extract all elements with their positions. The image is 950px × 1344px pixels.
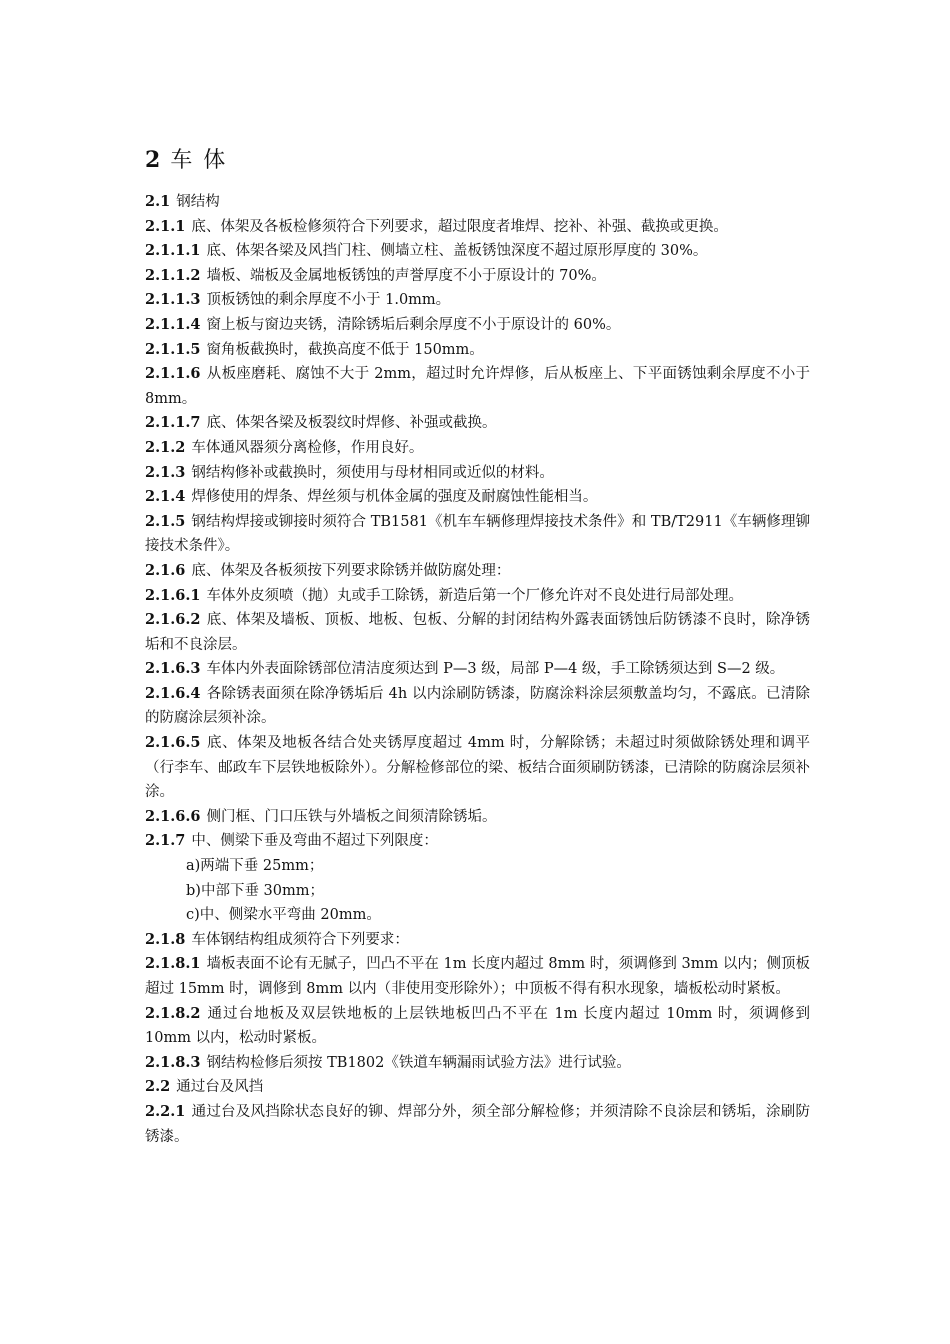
clause-paragraph: [145, 608, 810, 657]
clause-text: 从板座磨耗、腐蚀不大于 2mm，超过时允许焊修，后从板座上、下平面锈蚀剩余厚度不小于 8mm。: [145, 366, 810, 407]
chapter-title-text: 车 体: [170, 148, 228, 173]
clause-text: 窗角板截换时，截换高度不低于 150mm。: [206, 341, 484, 358]
clause-number: 2.1.8.2: [145, 1004, 201, 1022]
chapter-number: 2: [145, 147, 163, 173]
clause-number: 2.1.1.3: [145, 291, 201, 309]
clause-number: 2.2: [145, 1078, 171, 1096]
clause-paragraph: [145, 362, 810, 411]
clause-number: 2.1.8.1: [145, 955, 201, 973]
clause-paragraph: [145, 215, 810, 240]
clause-text: 各除锈表面须在除净锈垢后 4h 以内涂刷防锈漆，防腐涂料涂层须敷盖均匀，不露底。已清除的防腐涂层须补涂。: [145, 685, 810, 727]
clause-number: 2.1.6.2: [145, 611, 201, 629]
clause-number: 2.1.6.6: [145, 807, 201, 825]
clause-text: 底、体架各梁及风挡门柱、侧墙立柱、盖板锈蚀深度不超过原形厚度的 30%。: [206, 243, 708, 260]
clause-text: 窗上板与窗边夹锈，清除锈垢后剩余厚度不小于原设计的 60%。: [206, 316, 621, 333]
clause-paragraph: [145, 657, 810, 682]
clause-paragraph: [145, 1051, 810, 1076]
clause-text: 底、体架及各板须按下列要求除锈并做防腐处理：: [191, 562, 511, 579]
clause-text: 钢结构检修后须按 TB1802《铁道车辆漏雨试验方法》进行试验。: [206, 1054, 631, 1071]
clause-number: 2.1.1.5: [145, 340, 201, 358]
clause-paragraph: [145, 928, 810, 953]
list-item: [145, 854, 810, 879]
clause-paragraph: [145, 288, 810, 313]
clause-paragraph: [145, 239, 810, 264]
clause-text: 车体钢结构组成须符合下列要求：: [191, 931, 409, 948]
list-item: [145, 879, 810, 904]
clause-paragraph: [145, 559, 810, 584]
clause-text: 墙板表面不论有无腻子，凹凸不平在 1m 长度内超过 8mm 时，须调修到 3mm 以内；侧顶板超过 15mm 时，调修到 8mm 以内（非使用变形除外）；中顶板不得有积水现象，墙板松动时紧板。: [145, 956, 810, 997]
clause-text: 底、体架各梁及板裂纹时焊修、补强或截换。: [206, 415, 497, 432]
clause-paragraph: [145, 190, 810, 215]
clause-number: 2.1.1.6: [145, 365, 201, 383]
clause-number: 2.1.6: [145, 561, 186, 579]
clause-text: 中、侧梁下垂及弯曲不超过下列限度：: [191, 833, 438, 850]
clause-number: 2.1.3: [145, 463, 186, 481]
clause-number: 2.1.6.5: [145, 734, 201, 752]
clause-text: 车体内外表面除锈部位清洁度须达到 P—3 级，局部 P—4 级，手工除锈须达到 S—2 级。: [206, 661, 785, 678]
clause-text: 底、体架及各板检修须符合下列要求，超过限度者堆焊、挖补、补强、截换或更换。: [191, 218, 728, 235]
clause-number: 2.2.1: [145, 1102, 186, 1120]
clause-paragraph: [145, 485, 810, 510]
clause-text: 通过台及风挡: [176, 1079, 264, 1096]
clause-number: 2.1.1: [145, 217, 186, 235]
clause-paragraph: [145, 584, 810, 609]
clause-text: 钢结构焊接或铆接时须符合 TB1581《机车车辆修理焊接技术条件》和 TB/T2911《车辆修理铆接技术条件》。: [145, 513, 810, 555]
clause-paragraph: [145, 1100, 810, 1149]
clause-text: b)中部下垂 30mm；: [186, 882, 324, 899]
clause-text: c)中、侧梁水平弯曲 20mm。: [186, 907, 381, 924]
clause-number: 2.1.8.3: [145, 1053, 201, 1071]
clause-number: 2.1.4: [145, 488, 186, 506]
clause-paragraph: [145, 510, 810, 559]
clause-text: 车体通风器须分离检修，作用良好。: [191, 439, 424, 456]
clause-number: 2.1.6.4: [145, 684, 201, 702]
clause-text: a)两端下垂 25mm；: [186, 858, 324, 875]
clause-number: 2.1.1.2: [145, 266, 201, 284]
clause-paragraph: [145, 952, 810, 1001]
chapter-title: [145, 146, 227, 175]
clause-text: 钢结构: [176, 194, 220, 210]
clause-paragraph: [145, 682, 810, 731]
clause-paragraph: [145, 264, 810, 289]
clause-text: 底、体架及墙板、顶板、地板、包板、分解的封闭结构外露表面锈蚀后防锈漆不良时，除净锈垢和不良涂层。: [145, 612, 810, 653]
clause-text: 顶板锈蚀的剩余厚度不小于 1.0mm。: [206, 292, 451, 309]
clause-number: 2.1.8: [145, 930, 186, 948]
clause-number: 2.1.6.1: [145, 586, 201, 604]
document-body: [145, 190, 810, 1149]
clause-text: 焊修使用的焊条、焊丝须与机体金属的强度及耐腐蚀性能相当。: [191, 489, 598, 506]
clause-paragraph: [145, 313, 810, 338]
clause-paragraph: [145, 461, 810, 486]
list-item: [145, 903, 810, 928]
clause-number: 2.1.1.4: [145, 315, 201, 333]
clause-paragraph: [145, 829, 810, 854]
clause-number: 2.1.6.3: [145, 660, 201, 678]
clause-number: 2.1.5: [145, 512, 186, 530]
clause-text: 车体外皮须喷（抛）丸或手工除锈，新造后第一个厂修允许对不良处进行局部处理。: [206, 587, 744, 604]
clause-text: 墙板、端板及金属地板锈蚀的声誉厚度不小于原设计的 70%。: [206, 267, 606, 284]
clause-number: 2.1: [145, 193, 171, 210]
clause-text: 侧门框、门口压铁与外墙板之间须清除锈垢。: [206, 808, 497, 825]
clause-text: 通过台地板及双层铁地板的上层铁地板凹凸不平在 1m 长度内超过 10mm 时，须调修到 10mm 以内，松动时紧板。: [145, 1005, 810, 1047]
clause-number: 2.1.1.7: [145, 414, 201, 432]
clause-paragraph: [145, 436, 810, 461]
clause-paragraph: [145, 338, 810, 363]
clause-paragraph: [145, 1002, 810, 1051]
clause-number: 2.1.7: [145, 832, 186, 850]
clause-paragraph: [145, 805, 810, 830]
clause-text: 钢结构修补或截换时，须使用与母材相同或近似的材料。: [191, 464, 554, 481]
clause-text: 底、体架及地板各结合处夹锈厚度超过 4mm 时，分解除锈；未超过时须做除锈处理和调平（行李车、邮政车下层铁地板除外）。分解检修部位的梁、板结合面须刷防锈漆，已清除的防腐涂层须补涂。: [145, 735, 810, 801]
clause-number: 2.1.1.1: [145, 242, 201, 260]
clause-text: 通过台及风挡除状态良好的铆、焊部分外，须全部分解检修；并须清除不良涂层和锈垢，涂刷防锈漆。: [145, 1103, 810, 1145]
clause-paragraph: [145, 1075, 810, 1100]
clause-paragraph: [145, 731, 810, 805]
clause-paragraph: [145, 411, 810, 436]
clause-number: 2.1.2: [145, 438, 186, 456]
